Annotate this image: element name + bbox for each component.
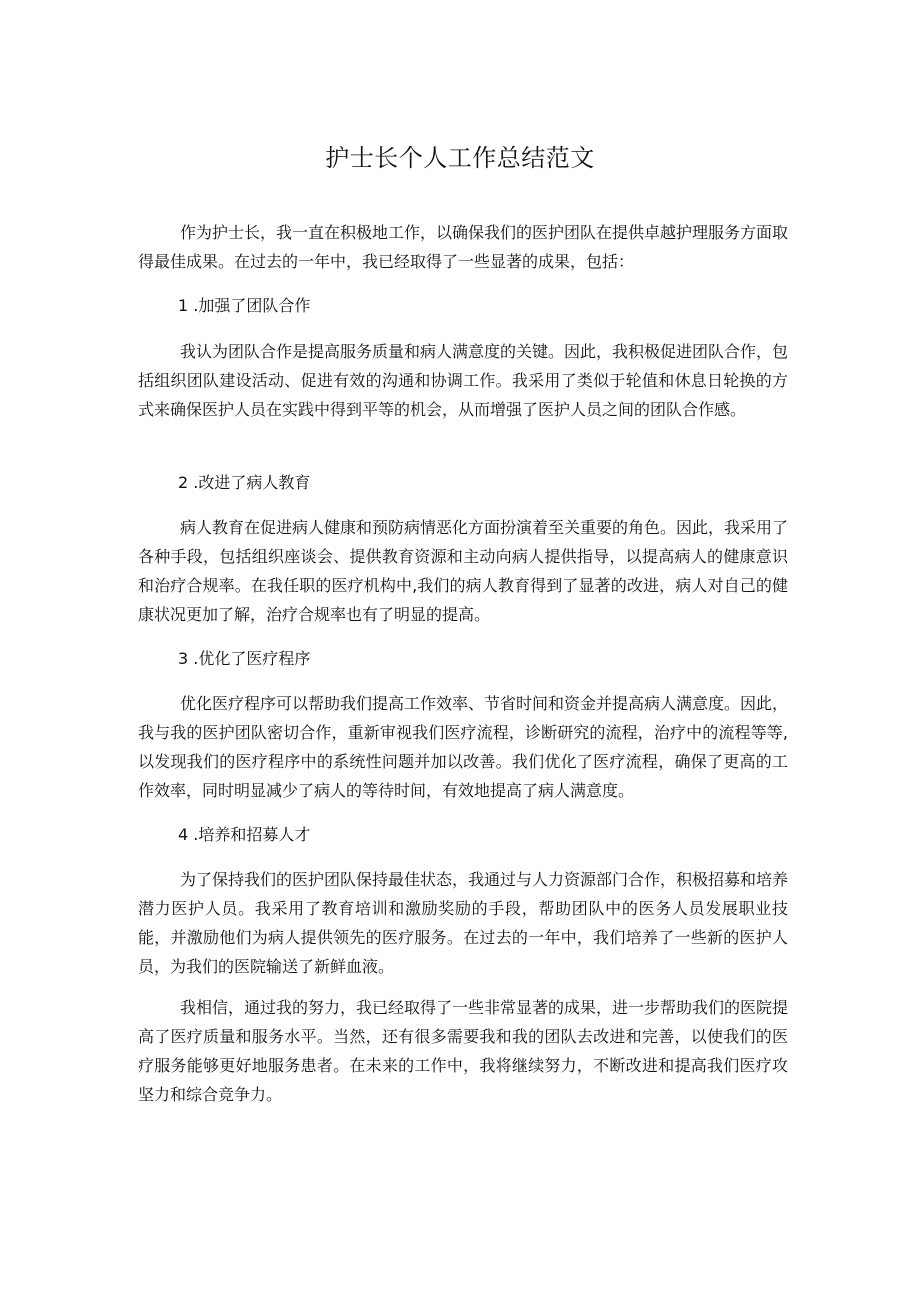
conclusion-paragraph: 我相信，通过我的努力，我已经取得了一些非常显著的成果，进一步帮助我们的医院提高了医疗质量和服务水平。当然，还有很多需要我和我的团队去改进和完善，以使我们的医疗服务能够更好地服务患者。在未来的工作中，我将继续努力，不断改进和提高我们医疗攻坚力和综合竞争力。	[138, 998, 789, 1104]
intro-paragraph: 作为护士长，我一直在积极地工作，以确保我们的医护团队在提供卓越护理服务方面取得最佳成果。在过去的一年中，我已经取得了一些显著的成果，包括：	[138, 223, 789, 271]
section-heading-3: 3 .优化了医疗程序	[178, 649, 311, 668]
section-body-3: 优化医疗程序可以帮助我们提高工作效率、节省时间和资金并提高病人满意度。因此，我与我的医护团队密切合作，重新审视我们医疗流程，诊断研究的流程，治疗中的流程等等,以发现我们的医疗程序中的系统性问题并加以改善。我们优化了医疗流程，确保了更高的工作效率，同时明显减少了病人的等待时间，有效地提高了病人满意度。	[138, 694, 789, 800]
section-heading-1: 1 .加强了团队合作	[178, 296, 311, 315]
section-body-2: 病人教育在促进病人健康和预防病情恶化方面扮演着至关重要的角色。因此，我采用了各种手段，包括组织座谈会、提供教育资源和主动向病人提供指导，以提高病人的健康意识和治疗合规率。在我任职的医疗机构中,我们的病人教育得到了显著的改进，病人对自己的健康状况更加了解，治疗合规率也有了明显的提高。	[138, 518, 789, 624]
section-heading-2: 2 .改进了病人教育	[178, 473, 311, 492]
document-title: 护士长个人工作总结范文	[325, 144, 595, 172]
section-body-4: 为了保持我们的医护团队保持最佳状态，我通过与人力资源部门合作，积极招募和培养潜力医护人员。我采用了教育培训和激励奖励的手段，帮助团队中的医务人员发展职业技能，并激励他们为病人提供领先的医疗服务。在过去的一年中，我们培养了一些新的医护人员，为我们的医院输送了新鲜血液。	[138, 870, 789, 976]
section-body-1: 我认为团队合作是提高服务质量和病人满意度的关键。因此，我积极促进团队合作，包括组织团队建设活动、促进有效的沟通和协调工作。我采用了类似于轮值和休息日轮换的方式来确保医护人员在实践中得到平等的机会，从而增强了医护人员之间的团队合作感。	[138, 342, 789, 419]
section-heading-4: 4 .培养和招募人才	[178, 825, 311, 844]
